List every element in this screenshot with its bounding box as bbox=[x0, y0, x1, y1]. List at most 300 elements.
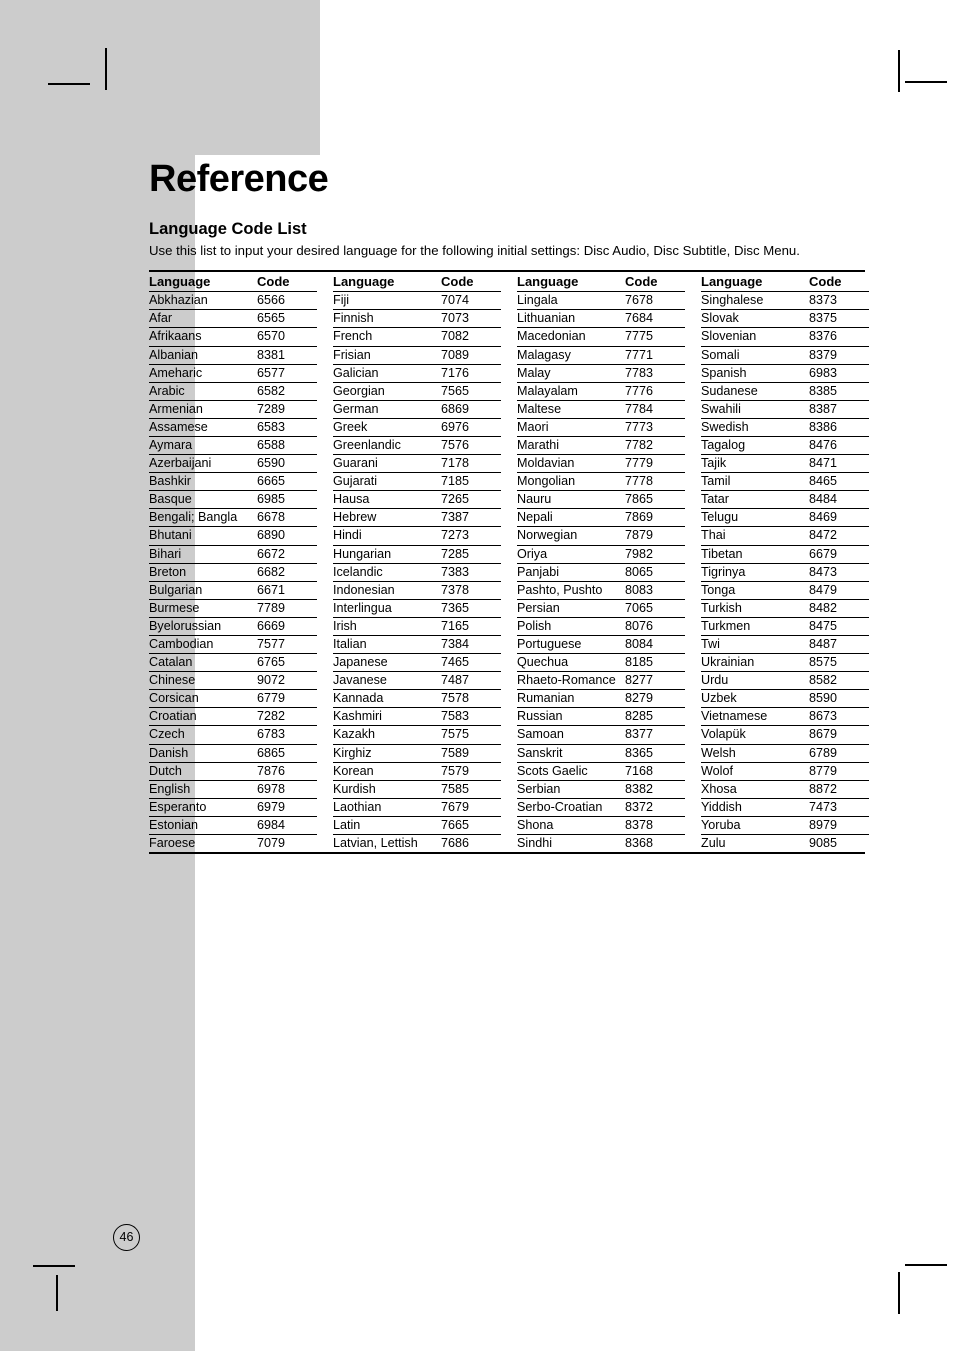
column-gap bbox=[317, 382, 333, 400]
language-code-cell: 7378 bbox=[441, 581, 501, 599]
column-gap bbox=[501, 455, 517, 473]
column-gap bbox=[501, 328, 517, 346]
language-name-cell: Samoan bbox=[517, 726, 625, 744]
language-code-cell: 6671 bbox=[257, 581, 317, 599]
language-code-cell: 8084 bbox=[625, 636, 685, 654]
table-row bbox=[149, 563, 869, 581]
column-gap bbox=[685, 346, 701, 364]
language-code-cell: 7782 bbox=[625, 436, 685, 454]
column-gap bbox=[685, 400, 701, 418]
language-name-cell: Sanskrit bbox=[517, 744, 625, 762]
column-gap bbox=[317, 436, 333, 454]
language-name-cell: Lingala bbox=[517, 292, 625, 310]
language-name-cell: Javanese bbox=[333, 672, 441, 690]
language-code-cell: 7779 bbox=[625, 455, 685, 473]
language-name-cell: Somali bbox=[701, 346, 809, 364]
language-name-cell: Korean bbox=[333, 762, 441, 780]
header-language-3: Language bbox=[517, 272, 625, 292]
language-name-cell: Gujarati bbox=[333, 473, 441, 491]
language-code-cell: 8590 bbox=[809, 690, 869, 708]
language-name-cell: Armenian bbox=[149, 400, 257, 418]
column-gap bbox=[501, 509, 517, 527]
language-name-cell: Assamese bbox=[149, 418, 257, 436]
language-name-cell: Azerbaijani bbox=[149, 455, 257, 473]
column-gap bbox=[317, 310, 333, 328]
language-code-cell: 8379 bbox=[809, 346, 869, 364]
column-gap bbox=[685, 364, 701, 382]
column-gap bbox=[685, 636, 701, 654]
language-name-cell: Serbo-Croatian bbox=[517, 798, 625, 816]
page-title: Reference bbox=[149, 158, 329, 200]
language-name-cell: Maltese bbox=[517, 400, 625, 418]
language-code-cell: 7789 bbox=[257, 599, 317, 617]
language-name-cell: Danish bbox=[149, 744, 257, 762]
language-name-cell: Swedish bbox=[701, 418, 809, 436]
table-row bbox=[149, 418, 869, 436]
language-code-cell: 7074 bbox=[441, 292, 501, 310]
language-code-cell: 7289 bbox=[257, 400, 317, 418]
language-name-cell: Zulu bbox=[701, 836, 726, 851]
language-name-cell: Spanish bbox=[701, 364, 809, 382]
language-name-cell: Bihari bbox=[149, 545, 257, 563]
column-gap bbox=[317, 617, 333, 635]
language-code-cell: 8487 bbox=[809, 636, 869, 654]
language-name-cell: Sindhi bbox=[517, 836, 553, 851]
column-gap bbox=[317, 762, 333, 780]
language-name-cell: Rumanian bbox=[517, 690, 625, 708]
column-gap bbox=[317, 418, 333, 436]
language-code-cell: 6985 bbox=[257, 491, 317, 509]
column-gap bbox=[685, 563, 701, 581]
language-name-cell: Laothian bbox=[333, 798, 441, 816]
language-name-cell: Abkhazian bbox=[149, 292, 257, 310]
language-name-cell: Esperanto bbox=[149, 798, 257, 816]
language-name-cell: Frisian bbox=[333, 346, 441, 364]
column-gap bbox=[685, 835, 701, 853]
column-gap bbox=[501, 346, 517, 364]
language-name-cell: Serbian bbox=[517, 780, 625, 798]
table-row bbox=[149, 328, 869, 346]
language-name-cell: Tamil bbox=[701, 473, 809, 491]
table-row bbox=[149, 762, 869, 780]
language-name-cell: Greenlandic bbox=[333, 436, 441, 454]
language-code-cell: 6565 bbox=[257, 310, 317, 328]
column-gap bbox=[685, 328, 701, 346]
language-name-cell: Lithuanian bbox=[517, 310, 625, 328]
language-code-cell: 8365 bbox=[625, 744, 685, 762]
language-code-cell: 7265 bbox=[441, 491, 501, 509]
language-code-cell: 7577 bbox=[257, 636, 317, 654]
language-code-cell: 6979 bbox=[257, 798, 317, 816]
column-gap bbox=[501, 563, 517, 581]
language-name-cell: Wolof bbox=[701, 762, 809, 780]
column-gap bbox=[317, 473, 333, 491]
table-row bbox=[149, 780, 869, 798]
column-gap bbox=[685, 418, 701, 436]
column-gap bbox=[685, 527, 701, 545]
language-name-cell: Tonga bbox=[701, 581, 809, 599]
language-code-cell: 6978 bbox=[257, 780, 317, 798]
language-code-cell: 7082 bbox=[441, 328, 501, 346]
language-code-cell: 7576 bbox=[441, 436, 501, 454]
language-name-cell: Quechua bbox=[517, 654, 625, 672]
table-header bbox=[149, 272, 869, 292]
language-code-cell: 6984 bbox=[257, 816, 317, 834]
language-code-cell: 7473 bbox=[809, 798, 869, 816]
table-row bbox=[149, 364, 869, 382]
language-name-cell: Slovak bbox=[701, 310, 809, 328]
language-code-cell: 8482 bbox=[809, 599, 869, 617]
section-description: Use this list to input your desired language for the following initial settings: Disc Audio, Disc Subtitle, Disc Menu. bbox=[149, 243, 800, 259]
table-row bbox=[149, 581, 869, 599]
language-name-cell: Italian bbox=[333, 636, 441, 654]
column-gap bbox=[317, 726, 333, 744]
language-code-cell: 8575 bbox=[809, 654, 869, 672]
language-code-cell: 7876 bbox=[257, 762, 317, 780]
language-code-cell: 7879 bbox=[625, 527, 685, 545]
language-name-cell: Kazakh bbox=[333, 726, 441, 744]
table-row bbox=[149, 400, 869, 418]
language-name-cell: Tibetan bbox=[701, 545, 809, 563]
language-code-cell: 7865 bbox=[625, 491, 685, 509]
column-gap bbox=[317, 364, 333, 382]
language-name-cell: Bashkir bbox=[149, 473, 257, 491]
table-row bbox=[149, 436, 869, 454]
language-code-cell: 6890 bbox=[257, 527, 317, 545]
language-name-cell: French bbox=[333, 328, 441, 346]
table-header-row bbox=[149, 272, 869, 292]
table-row bbox=[149, 527, 869, 545]
column-gap bbox=[317, 599, 333, 617]
header-code-2: Code bbox=[441, 272, 501, 292]
language-code-cell: 8382 bbox=[625, 780, 685, 798]
language-code-cell: 7583 bbox=[441, 708, 501, 726]
language-code-cell: 8065 bbox=[625, 563, 685, 581]
column-gap bbox=[501, 835, 517, 853]
language-code-cell: 7565 bbox=[441, 382, 501, 400]
table-row bbox=[149, 473, 869, 491]
table-row bbox=[149, 509, 869, 527]
language-name-cell: Uzbek bbox=[701, 690, 809, 708]
language-code-cell: 7185 bbox=[441, 473, 501, 491]
column-gap-1 bbox=[317, 272, 333, 292]
table-row bbox=[149, 672, 869, 690]
language-name-cell: Galician bbox=[333, 364, 441, 382]
column-gap bbox=[501, 617, 517, 635]
column-gap bbox=[685, 762, 701, 780]
language-code-cell: 7771 bbox=[625, 346, 685, 364]
column-gap bbox=[685, 599, 701, 617]
language-name-cell: Tajik bbox=[701, 455, 809, 473]
column-gap bbox=[685, 816, 701, 834]
language-code-cell: 7869 bbox=[625, 509, 685, 527]
language-name-cell: German bbox=[333, 400, 441, 418]
language-name-cell: Slovenian bbox=[701, 328, 809, 346]
table-row bbox=[149, 545, 869, 563]
language-name-cell: Icelandic bbox=[333, 563, 441, 581]
language-code-cell: 7773 bbox=[625, 418, 685, 436]
language-name-cell: Turkish bbox=[701, 599, 809, 617]
language-name-cell: Finnish bbox=[333, 310, 441, 328]
language-name-cell: Indonesian bbox=[333, 581, 441, 599]
language-name-cell: Oriya bbox=[517, 545, 625, 563]
column-gap bbox=[501, 310, 517, 328]
column-gap bbox=[685, 545, 701, 563]
language-code-cell: 8375 bbox=[809, 310, 869, 328]
language-name-cell: Croatian bbox=[149, 708, 257, 726]
language-name-cell: Cambodian bbox=[149, 636, 257, 654]
column-gap bbox=[317, 346, 333, 364]
column-gap bbox=[317, 455, 333, 473]
column-gap bbox=[685, 382, 701, 400]
language-code-cell: 6566 bbox=[257, 292, 317, 310]
language-code-cell: 8679 bbox=[809, 726, 869, 744]
column-gap bbox=[501, 690, 517, 708]
language-name-cell: Xhosa bbox=[701, 780, 809, 798]
table-row bbox=[149, 798, 869, 816]
column-gap bbox=[317, 563, 333, 581]
language-code-cell: 6582 bbox=[257, 382, 317, 400]
column-gap bbox=[317, 509, 333, 527]
language-name-cell: Arabic bbox=[149, 382, 257, 400]
column-gap bbox=[685, 310, 701, 328]
table-row bbox=[149, 617, 869, 635]
language-code-cell: 8872 bbox=[809, 780, 869, 798]
language-name-cell: Albanian bbox=[149, 346, 257, 364]
language-code-cell: 7168 bbox=[625, 762, 685, 780]
language-code-cell: 8277 bbox=[625, 672, 685, 690]
language-name-cell: Tatar bbox=[701, 491, 809, 509]
column-gap bbox=[685, 581, 701, 599]
column-gap bbox=[501, 545, 517, 563]
language-name-cell: Volapük bbox=[701, 726, 809, 744]
language-name-cell: Basque bbox=[149, 491, 257, 509]
language-name-cell: Mongolian bbox=[517, 473, 625, 491]
language-name-cell: Malayalam bbox=[517, 382, 625, 400]
header-code-4: Code bbox=[809, 272, 869, 292]
language-name-cell: Marathi bbox=[517, 436, 625, 454]
column-gap-2 bbox=[501, 272, 517, 292]
language-name-cell: Shona bbox=[517, 816, 625, 834]
language-name-cell: Telugu bbox=[701, 509, 809, 527]
language-code-cell: 6682 bbox=[257, 563, 317, 581]
language-name-cell: Tagalog bbox=[701, 436, 809, 454]
column-gap bbox=[685, 798, 701, 816]
language-name-cell: Malay bbox=[517, 364, 625, 382]
language-name-cell: Hungarian bbox=[333, 545, 441, 563]
language-name-cell: Aymara bbox=[149, 436, 257, 454]
column-gap bbox=[317, 400, 333, 418]
language-name-cell: Hindi bbox=[333, 527, 441, 545]
language-name-cell: Bhutani bbox=[149, 527, 257, 545]
language-code-cell: 7665 bbox=[441, 816, 501, 834]
language-code-cell: 8472 bbox=[809, 527, 869, 545]
language-code-cell: 6765 bbox=[257, 654, 317, 672]
language-code-cell: 7089 bbox=[441, 346, 501, 364]
column-gap bbox=[501, 744, 517, 762]
column-gap bbox=[501, 491, 517, 509]
language-name-cell: Corsican bbox=[149, 690, 257, 708]
language-code-cell: 6976 bbox=[441, 418, 501, 436]
language-code-cell: 7585 bbox=[441, 780, 501, 798]
language-code-cell: 8376 bbox=[809, 328, 869, 346]
column-gap bbox=[685, 617, 701, 635]
language-code-cell: 8279 bbox=[625, 690, 685, 708]
language-name-cell: Ameharic bbox=[149, 364, 257, 382]
table-row bbox=[149, 690, 869, 708]
language-code-cell: 7679 bbox=[441, 798, 501, 816]
language-code-cell: 7384 bbox=[441, 636, 501, 654]
language-name-cell: Thai bbox=[701, 527, 809, 545]
language-code-cell: 6779 bbox=[257, 690, 317, 708]
language-code-cell: 7579 bbox=[441, 762, 501, 780]
language-name-cell: Moldavian bbox=[517, 455, 625, 473]
language-name-cell: Macedonian bbox=[517, 328, 625, 346]
language-code-cell: 6669 bbox=[257, 617, 317, 635]
column-gap bbox=[501, 400, 517, 418]
column-gap bbox=[317, 744, 333, 762]
column-gap bbox=[317, 690, 333, 708]
language-code-cell: 8979 bbox=[809, 816, 869, 834]
column-gap bbox=[501, 708, 517, 726]
column-gap bbox=[501, 599, 517, 617]
table-row bbox=[149, 491, 869, 509]
language-name-cell: Kurdish bbox=[333, 780, 441, 798]
language-code-cell: 8387 bbox=[809, 400, 869, 418]
section-title: Language Code List bbox=[149, 220, 307, 238]
language-code-cell: 8083 bbox=[625, 581, 685, 599]
page-content bbox=[149, 160, 865, 854]
language-name-cell: Nauru bbox=[517, 491, 625, 509]
language-name-cell: Breton bbox=[149, 563, 257, 581]
language-name-cell: Sudanese bbox=[701, 382, 809, 400]
language-name-cell: Portuguese bbox=[517, 636, 625, 654]
language-code-cell: 6577 bbox=[257, 364, 317, 382]
language-code-cell: 8372 bbox=[625, 798, 685, 816]
language-code-cell: 7778 bbox=[625, 473, 685, 491]
language-name-cell: Fiji bbox=[333, 292, 441, 310]
language-name-cell: Kirghiz bbox=[333, 744, 441, 762]
column-gap bbox=[501, 762, 517, 780]
language-code-cell: 6665 bbox=[257, 473, 317, 491]
language-code-cell: 7686 bbox=[441, 836, 470, 851]
column-gap bbox=[501, 436, 517, 454]
language-name-cell: Afrikaans bbox=[149, 328, 257, 346]
language-name-cell: Kashmiri bbox=[333, 708, 441, 726]
language-name-cell: Polish bbox=[517, 617, 625, 635]
language-name-cell: Panjabi bbox=[517, 563, 625, 581]
column-gap bbox=[685, 780, 701, 798]
column-gap bbox=[317, 292, 333, 310]
language-code-table bbox=[149, 272, 869, 852]
column-gap bbox=[317, 798, 333, 816]
language-name-cell: English bbox=[149, 780, 257, 798]
header-code-3: Code bbox=[625, 272, 685, 292]
language-name-cell: Yiddish bbox=[701, 798, 809, 816]
column-gap bbox=[501, 816, 517, 834]
language-name-cell: Pashto, Pushto bbox=[517, 581, 625, 599]
language-code-cell: 6678 bbox=[257, 509, 317, 527]
column-gap bbox=[317, 708, 333, 726]
language-code-cell: 6672 bbox=[257, 545, 317, 563]
language-code-cell: 7775 bbox=[625, 328, 685, 346]
language-name-cell: Dutch bbox=[149, 762, 257, 780]
language-name-cell: Welsh bbox=[701, 744, 809, 762]
language-code-cell: 7065 bbox=[625, 599, 685, 617]
language-code-cell: 8673 bbox=[809, 708, 869, 726]
column-gap bbox=[501, 726, 517, 744]
language-code-cell: 7383 bbox=[441, 563, 501, 581]
column-gap bbox=[685, 654, 701, 672]
language-name-cell: Irish bbox=[333, 617, 441, 635]
column-gap bbox=[685, 436, 701, 454]
table-row bbox=[149, 310, 869, 328]
language-code-cell: 7684 bbox=[625, 310, 685, 328]
language-name-cell: Malagasy bbox=[517, 346, 625, 364]
language-name-cell: Scots Gaelic bbox=[517, 762, 625, 780]
table-row bbox=[149, 744, 869, 762]
column-gap bbox=[501, 364, 517, 382]
language-code-cell: 8185 bbox=[625, 654, 685, 672]
language-name-cell: Kannada bbox=[333, 690, 441, 708]
column-gap bbox=[501, 798, 517, 816]
table-body bbox=[149, 292, 869, 852]
language-code-cell: 7282 bbox=[257, 708, 317, 726]
column-gap bbox=[685, 509, 701, 527]
language-code-cell: 8475 bbox=[809, 617, 869, 635]
language-name-cell: Maori bbox=[517, 418, 625, 436]
language-name-cell: Hebrew bbox=[333, 509, 441, 527]
language-code-cell: 8381 bbox=[257, 346, 317, 364]
language-code-cell: 6865 bbox=[257, 744, 317, 762]
column-gap bbox=[685, 455, 701, 473]
language-code-cell: 8385 bbox=[809, 382, 869, 400]
language-name-cell: Japanese bbox=[333, 654, 441, 672]
language-code-cell: 7365 bbox=[441, 599, 501, 617]
language-name-cell: Swahili bbox=[701, 400, 809, 418]
language-code-cell: 8377 bbox=[625, 726, 685, 744]
column-gap bbox=[317, 654, 333, 672]
language-name-cell: Bengali; Bangla bbox=[149, 509, 257, 527]
column-gap bbox=[317, 816, 333, 834]
language-code-cell: 8285 bbox=[625, 708, 685, 726]
header-language-4: Language bbox=[701, 272, 809, 292]
language-code-cell: 8465 bbox=[809, 473, 869, 491]
column-gap bbox=[501, 581, 517, 599]
language-code-cell: 8373 bbox=[809, 292, 869, 310]
language-code-table-container bbox=[149, 270, 865, 854]
language-code-cell: 8779 bbox=[809, 762, 869, 780]
language-name-cell: Byelorussian bbox=[149, 617, 257, 635]
language-code-cell: 6789 bbox=[809, 744, 869, 762]
language-code-cell: 8368 bbox=[625, 836, 654, 851]
language-code-cell: 7982 bbox=[625, 545, 685, 563]
language-name-cell: Chinese bbox=[149, 672, 257, 690]
language-name-cell: Georgian bbox=[333, 382, 441, 400]
column-gap bbox=[685, 708, 701, 726]
language-code-cell: 6679 bbox=[809, 545, 869, 563]
table-row bbox=[149, 599, 869, 617]
language-name-cell: Russian bbox=[517, 708, 625, 726]
language-code-cell: 9072 bbox=[257, 672, 317, 690]
column-gap bbox=[317, 780, 333, 798]
language-code-cell: 8386 bbox=[809, 418, 869, 436]
language-name-cell: Twi bbox=[701, 636, 809, 654]
table-row bbox=[149, 292, 869, 310]
language-name-cell: Faroese bbox=[149, 836, 196, 851]
language-code-cell: 6570 bbox=[257, 328, 317, 346]
language-name-cell: Czech bbox=[149, 726, 257, 744]
